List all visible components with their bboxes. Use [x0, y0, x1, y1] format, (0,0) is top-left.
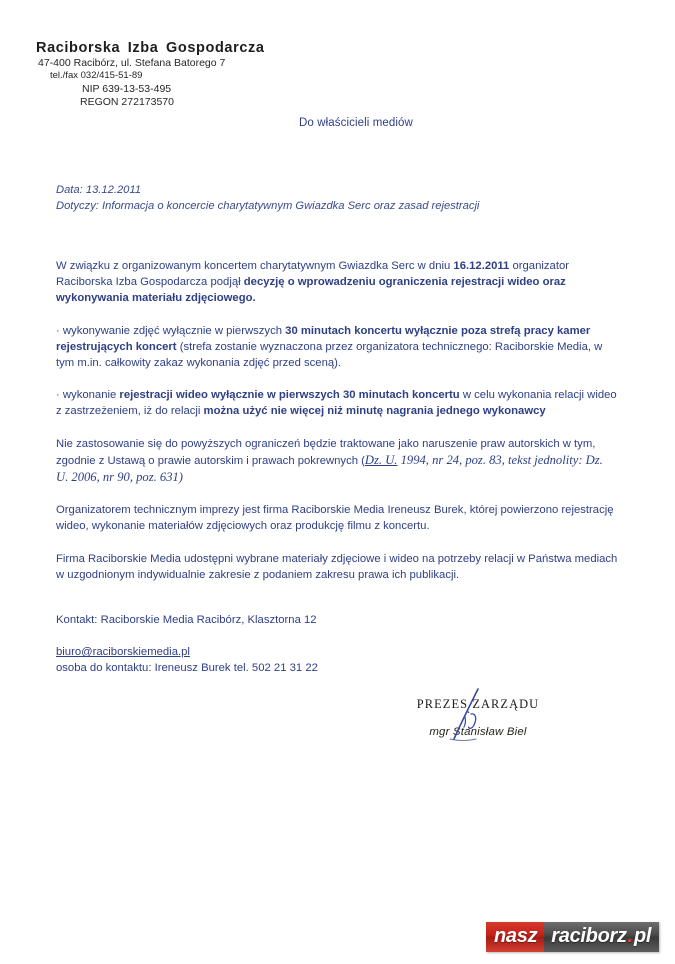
- p1-text-c: organizator Raciborska Izba Gospodarcza podjął: [56, 260, 569, 289]
- organization-address: 47-400 Racibórz, ul. Stefana Batorego 7: [38, 57, 226, 69]
- date-line: Data: 13.12.2011: [56, 184, 142, 196]
- logo-word-raciborz-pl: [544, 922, 659, 952]
- p1-date-bold: 16.12.2011: [453, 260, 510, 272]
- logo-word-nasz: nasz: [486, 922, 544, 952]
- signature-name: mgr Stanisław Biel: [429, 726, 527, 738]
- signature-title: PREZES ZARZĄDU: [416, 697, 540, 711]
- paragraph-video-rule: [56, 387, 618, 419]
- paragraph-photo-rule: [56, 323, 618, 372]
- organization-regon: REGON 272173570: [80, 96, 174, 108]
- naszraciborz-logo[interactable]: [486, 922, 659, 952]
- legal-citation-rest: 1994, nr 24, poz. 83, tekst jednolity: Dz. U. 2006, nr 90, poz. 631): [56, 452, 603, 485]
- p3-text-c: w celu wykonania relacji wideo z zastrzeżeniem, iż do relacji: [56, 389, 617, 418]
- organization-phone: tel./fax 032/415-51-89: [50, 70, 143, 81]
- paragraph-intro: [56, 258, 618, 307]
- document-body: [56, 258, 618, 599]
- logo-tld: pl: [633, 925, 652, 947]
- contact-email-link[interactable]: biuro@raciborskiemedia.pl: [56, 646, 190, 659]
- paragraph-legal: [56, 436, 618, 487]
- paragraph-material-sharing: Firma Raciborskie Media udostępni wybrane materiały zdjęciowe i wideo na potrzeby relacji w Państwa mediach w uzgodnionym indywidualnie zakresie z podaniem zakresu prawa ich publikacji.: [56, 552, 618, 581]
- p3-bold-b: rejestracji wideo wyłącznie w pierwszych 30 minutach koncertu: [119, 389, 460, 402]
- legal-citation-link[interactable]: Dz. U.: [364, 452, 398, 467]
- paragraph-technical-organizer: Organizatorem technicznym imprezy jest firma Raciborskie Media Ireneusz Burek, której powierzono rejestrację wideo, wykonanie materiałów zdjęciowych oraz produkcję filmu z koncertu.: [56, 504, 614, 533]
- contact-spacer: [56, 628, 618, 644]
- document-meta: [56, 183, 479, 214]
- subject-line: Dotyczy: Informacja o koncercie charytatywnym Gwiazdka Serc oraz zasad rejestracji: [56, 199, 480, 212]
- p2-text-a: · wykonywanie zdjęć wyłącznie w pierwszych: [56, 324, 286, 337]
- p2-text-c: (strefa zostanie wyznaczona przez organizatora technicznego: Raciborskie Media, w tym m.in. całkowity zakaz wykonania zdjęć przed sceną).: [56, 340, 603, 370]
- signature-block: [388, 697, 568, 738]
- p4-text-a: Nie zastosowanie się do powyższych ograniczeń będzie traktowane jako naruszenie praw autorskich w tym, zgodnie z Ustawą o prawie autorskim i prawach pokrewnych (: [56, 437, 596, 467]
- contact-address-line: Kontakt: Raciborskie Media Racibórz, Klasztorna 12: [56, 614, 317, 626]
- organization-name: Raciborska Izba Gospodarcza: [36, 40, 265, 56]
- logo-dot: .: [627, 925, 633, 947]
- organization-nip: NIP 639-13-53-495: [82, 83, 172, 95]
- p1-text-a: W związku z organizowanym koncertem charytatywnym Gwiazdka Serc w dniu: [56, 260, 454, 272]
- letterhead: [36, 40, 265, 108]
- p3-bold-d: można użyć nie więcej niż minutę nagrania jednego wykonawcy: [203, 405, 546, 418]
- contact-person-line: osoba do kontaktu: Ireneusz Burek tel. 502 21 31 22: [56, 662, 318, 675]
- p2-bold: 30 minutach koncertu wyłącznie poza strefą pracy kamer rejestrujących koncert: [56, 324, 591, 353]
- contact-section: [56, 612, 618, 677]
- p3-text-a: · wykonanie: [56, 389, 120, 402]
- logo-word-raciborz: raciborz: [551, 925, 627, 947]
- p1-decision-bold: decyzję o wprowadzeniu ograniczenia rejestracji wideo oraz wykonywania materiału zdjęciowego.: [56, 276, 566, 305]
- addressee-line: Do właścicieli mediów: [299, 117, 413, 129]
